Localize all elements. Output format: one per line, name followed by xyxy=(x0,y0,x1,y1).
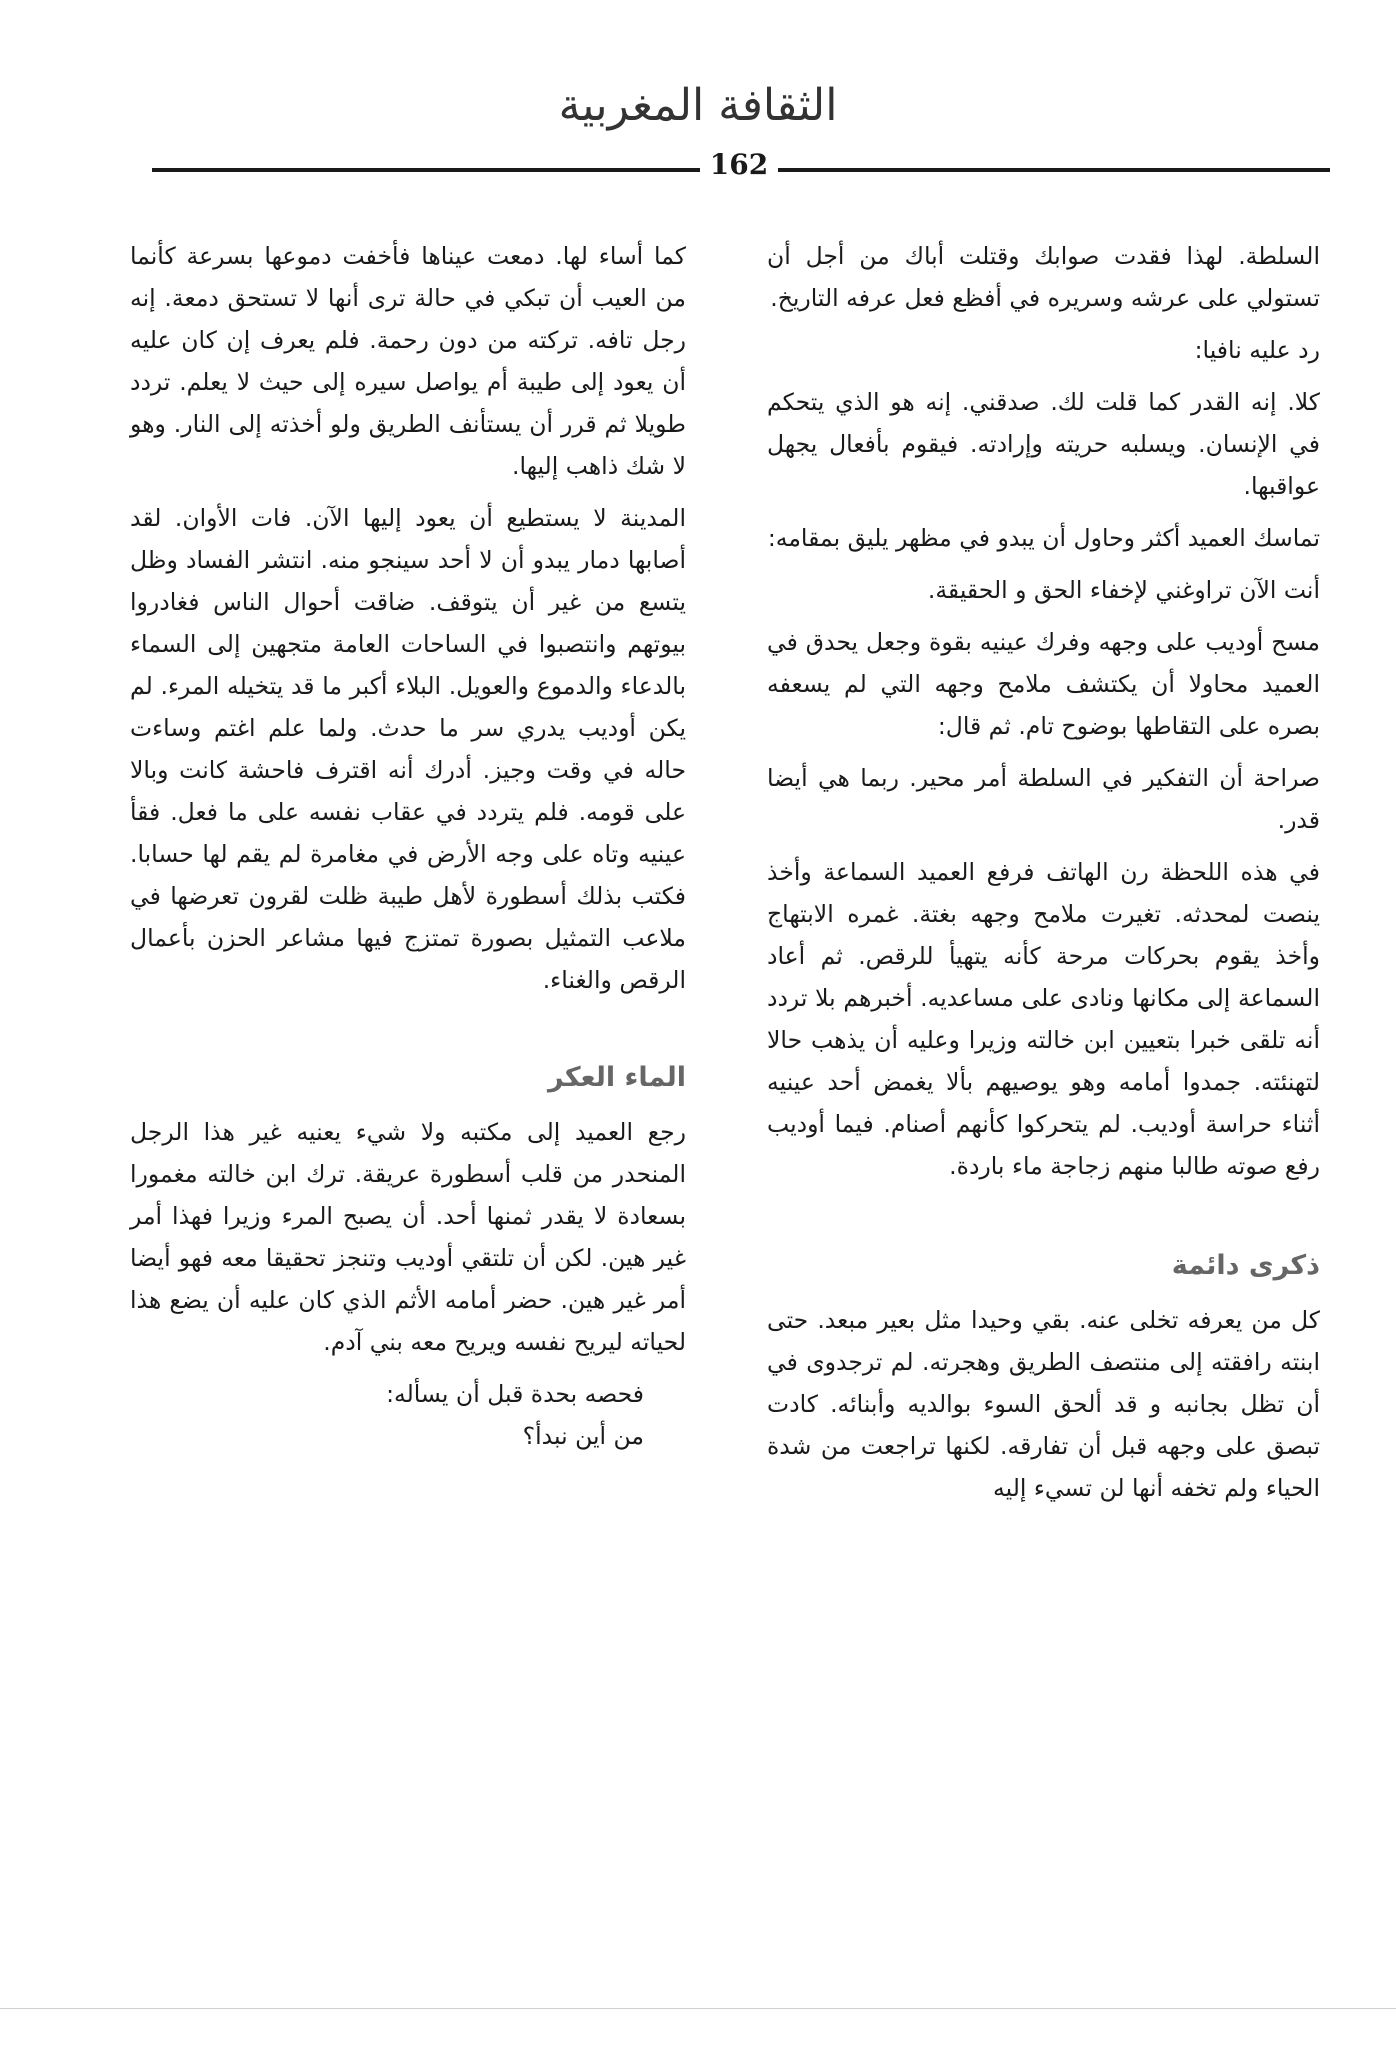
page-number: 162 xyxy=(709,148,769,181)
section-heading: الماء العكر xyxy=(548,1062,686,1093)
paragraph: تماسك العميد أكثر وحاول أن يبدو في مظهر يليق بمقامه: xyxy=(767,524,1320,552)
paragraph: السلطة. لهذا فقدت صوابك وقتلت أباك من أجل أن تستولي على عرشه وسريره في أفظع فعل عرفه التاريخ. xyxy=(767,242,1320,312)
paragraph: في هذه اللحظة رن الهاتف فرفع العميد السماعة وأخذ ينصت لمحدثه. تغيرت ملامح وجهه بغتة. غمره الابتهاج وأخذ يقوم بحركات مرحة كأنه يتهيأ للرقص. ثم أعاد السماعة إلى مكانها ونادى على مساعديه. أخبرهم بلا تردد أنه تلقى خبرا بتعيين ابن خالته وزيرا وعليه أن يذهب حالا لتهنئته. جمدوا أمامه وهو يوصيهم بألا يغمض أحد عينيه أثناء حراسة أوديب. لم يتحركوا كأنهم أصنام. فيما أوديب رفع صوته طالبا منهم زجاجة ماء باردة. xyxy=(767,858,1320,1180)
magazine-title: الثقافة المغربية xyxy=(558,80,838,131)
paragraph: رجع العميد إلى مكتبه ولا شيء يعنيه غير هذا الرجل المنحدر من قلب أسطورة عريقة. ترك ابن خالته مغمورا بسعادة لا يقدر ثمنها أحد. أن يصبح المرء وزيرا فهذا أمر غير هين. لكن أن تلتقي أوديب وتنجز تحقيقا معه فهو أيضا أمر غير هين. حضر أمامه الأثم الذي كان عليه أن يضع هذا لحياته ليريح نفسه ويريح معه بني آدم. xyxy=(130,1118,686,1356)
page-edge-line xyxy=(0,2008,1396,2009)
right-column xyxy=(767,235,1320,1509)
paragraph: المدينة لا يستطيع أن يعود إليها الآن. فات الأوان. لقد أصابها دمار يبدو أن لا أحد سينجو منه. انتشر الفساد وظل يتسع من غير أن يتوقف. ضاقت أحوال الناس فغادروا بيوتهم وانتصبوا في الساحات العامة متجهين إلى السماء بالدعاء والدموع والعويل. البلاء أكبر ما قد يتخيله المرء. لم يكن أوديب يدري سر ما حدث. ولما علم اغتم وساءت حاله في وقت وجيز. أدرك أنه اقترف فاحشة كانت وبالا على قومه. فلم يتردد في عقاب نفسه على ما فعل. فقأ عينيه وتاه على وجه الأرض في مغامرة لم يقم لها حسابا. فكتب بذلك أسطورة لأهل طيبة ظلت لقرون تعرضها في ملاعب التمثيل بصورة تمتزج فيها مشاعر الحزن بأعمال الرقص والغناء. xyxy=(130,504,686,994)
paragraph: أنت الآن تراوغني لإخفاء الحق و الحقيقة. xyxy=(927,576,1320,604)
paragraph: من أين نبدأ؟ xyxy=(522,1422,644,1450)
left-column xyxy=(130,235,686,1457)
header-rule-right xyxy=(778,168,1330,172)
paragraph: كلا. إنه القدر كما قلت لك. صدقني. إنه هو الذي يتحكم في الإنسان. ويسلبه حريته وإرادته. فيقوم بأفعال يجهل عواقبها. xyxy=(767,388,1320,500)
paragraph: صراحة أن التفكير في السلطة أمر محير. ربما هي أيضا قدر. xyxy=(767,764,1320,834)
section-heading: ذكرى دائمة xyxy=(1171,1250,1320,1281)
paragraph: كل من يعرفه تخلى عنه. بقي وحيدا مثل بعير مبعد. حتى ابنته رافقته إلى منتصف الطريق وهجرته. لم ترجدوى في أن تظل بجانبه و قد ألحق السوء بوالديه وأبنائه. كادت تبصق على وجهه قبل أن تفارقه. لكنها تراجعت من شدة الحياء ولم تخفه أنها لن تسيء إليه xyxy=(767,1306,1320,1502)
paragraph: فحصه بحدة قبل أن يسأله: xyxy=(386,1380,644,1408)
paragraph: رد عليه نافيا: xyxy=(1194,336,1320,364)
header-rule-left xyxy=(152,168,700,172)
paragraph: مسح أوديب على وجهه وفرك عينيه بقوة وجعل يحدق في العميد محاولا أن يكتشف ملامح وجهه التي لم يسعفه بصره على التقاطها بوضوح تام. ثم قال: xyxy=(767,628,1320,740)
paragraph: كما أساء لها. دمعت عيناها فأخفت دموعها بسرعة كأنما من العيب أن تبكي في حالة ترى أنها لا تستحق دمعة. إنه رجل تافه. تركته من دون رحمة. فلم يعرف إن كان عليه أن يعود إلى طيبة أم يواصل سيره إلى حيث لا يعلم. تردد طويلا ثم قرر أن يستأنف الطريق ولو أخذته إلى النار. وهو لا شك ذاهب إليها. xyxy=(130,242,686,480)
